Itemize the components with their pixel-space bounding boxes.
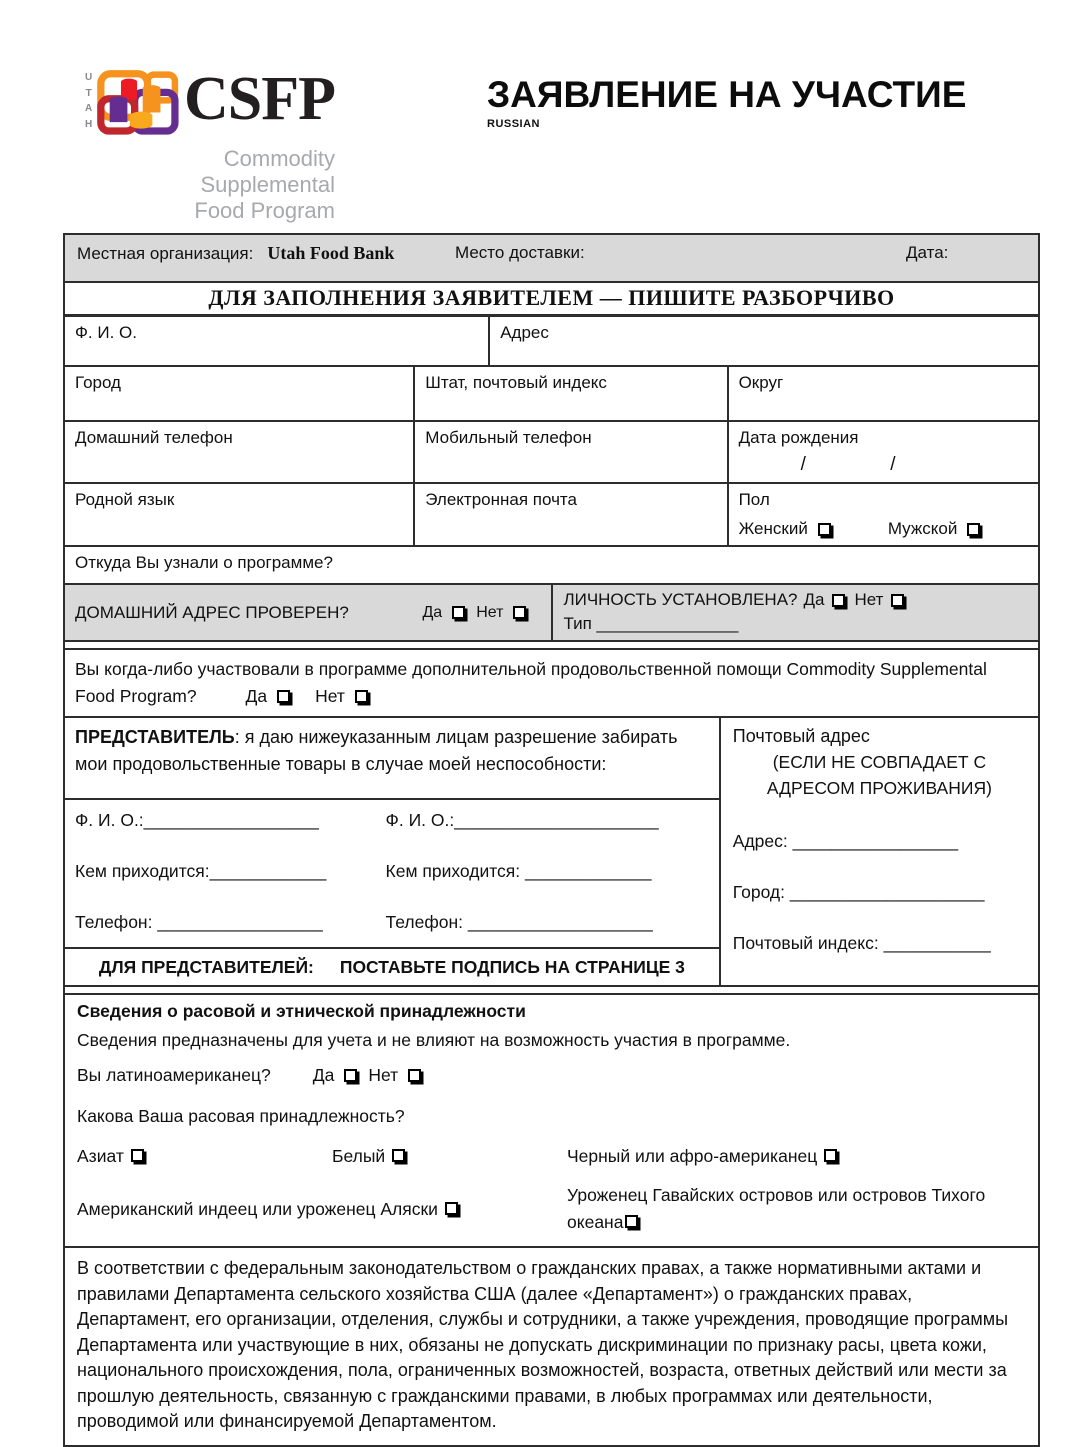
org-row xyxy=(65,235,1038,283)
race-heading: Сведения о расовой и этнической принадлежности xyxy=(77,1001,526,1021)
csfp-logo-icon xyxy=(96,62,180,142)
section-divider xyxy=(65,987,1038,995)
rep2-relation-line[interactable]: Кем приходится: _____________ xyxy=(385,861,652,881)
birth-date-field[interactable]: Дата рождения / / xyxy=(729,422,1038,482)
address-verified-label: ДОМАШНИЙ АДРЕС ПРОВЕРЕН? xyxy=(75,602,349,622)
verified-no-checkbox[interactable] xyxy=(513,606,526,619)
logo-subtitle: Commodity Supplemental Food Program xyxy=(194,146,335,223)
delivery-site-field[interactable]: Место доставки: xyxy=(455,243,585,262)
race-native-label: Американский индеец или уроженец Аляски xyxy=(77,1198,438,1219)
mailing-address-line[interactable]: Адрес: _________________ xyxy=(732,831,959,851)
race-asian-checkbox[interactable] xyxy=(131,1149,144,1162)
race-asian-label: Азиат xyxy=(77,1146,124,1166)
identity-no-label: Нет xyxy=(854,590,884,609)
hispanic-yes-label: Да xyxy=(312,1065,335,1085)
race-white-label: Белый xyxy=(332,1146,386,1166)
female-label: Женский xyxy=(738,519,808,538)
representative-fields xyxy=(65,800,719,949)
identity-type-line[interactable]: _______________ xyxy=(596,614,739,633)
race-pacific-label: Уроженец Гавайских островов или островов Тихого океана xyxy=(567,1185,986,1232)
identity-no-checkbox[interactable] xyxy=(891,594,904,607)
race-section xyxy=(65,995,1038,1248)
csfp-wordmark: CSFP xyxy=(184,65,335,133)
state-zip-field[interactable]: Штат, почтовый индекс xyxy=(415,367,728,420)
identity-label: ЛИЧНОСТЬ УСТАНОВЛЕНА? xyxy=(563,590,798,609)
identity-yes-label: Да xyxy=(803,590,825,609)
verified-no-label: Нет xyxy=(476,603,504,621)
utah-vertical-text: U T A H xyxy=(85,72,93,130)
hispanic-yes-checkbox[interactable] xyxy=(344,1069,357,1082)
section-divider xyxy=(65,642,1038,650)
section-heading: ДЛЯ ЗАПОЛНЕНИЯ ЗАЯВИТЕЛЕМ — ПИШИТЕ РАЗБОРЧИВО xyxy=(65,283,1038,317)
representative-title: ПРЕДСТАВИТЕЛЬ xyxy=(75,727,235,747)
participated-yes-checkbox[interactable] xyxy=(277,690,290,703)
race-black-label: Черный или афро-американец xyxy=(567,1146,818,1166)
language-label: RUSSIAN xyxy=(487,117,541,130)
email-field[interactable]: Электронная почта xyxy=(415,484,728,545)
page-title: ЗАЯВЛЕНИЕ НА УЧАСТИЕ xyxy=(487,74,967,115)
rep2-name-line[interactable]: Ф. И. О.:_____________________ xyxy=(385,810,659,830)
race-question: Какова Ваша расовая принадлежность? xyxy=(77,1106,405,1126)
rep1-relation-line[interactable]: Кем приходится:____________ xyxy=(75,861,327,881)
local-org-label: Местная организация: xyxy=(77,244,254,263)
name-field[interactable]: Ф. И. О. xyxy=(65,317,490,365)
rep2-phone-line[interactable]: Телефон: ___________________ xyxy=(385,912,653,932)
race-white-checkbox[interactable] xyxy=(392,1149,405,1162)
female-checkbox[interactable] xyxy=(818,523,831,536)
hispanic-no-label: Нет xyxy=(368,1065,399,1085)
rep1-name-line[interactable]: Ф. И. О.:__________________ xyxy=(75,810,319,830)
verified-yes-checkbox[interactable] xyxy=(452,606,465,619)
birth-date-slashes: / / xyxy=(800,454,896,475)
mobile-phone-field[interactable]: Мобильный телефон xyxy=(415,422,728,482)
sex-field: Пол Женский Мужской xyxy=(729,484,1038,545)
mailing-city-line[interactable]: Город: ____________________ xyxy=(732,882,985,902)
rep1-phone-line[interactable]: Телефон: _________________ xyxy=(75,912,323,932)
logo-block xyxy=(85,62,335,224)
identity-type-label: Тип xyxy=(563,614,592,633)
mailing-title: Почтовый адрес xyxy=(732,726,870,746)
mailing-subtitle: (ЕСЛИ НЕ СОВПАДАЕТ С АДРЕСОМ ПРОЖИВАНИЯ) xyxy=(766,752,992,798)
race-note: Сведения предназначены для учета и не влияют на возможность участия в программе. xyxy=(77,1030,791,1050)
race-black-checkbox[interactable] xyxy=(824,1149,837,1162)
participated-no-checkbox[interactable] xyxy=(355,690,368,703)
legal-paragraph: В соответствии с федеральным законодательством о гражданских правах, а также нормативными актами и правилами Департамента сельского хозяйства США (далее «Департамент») о гражданских правах, Департамент, его организации, отделения, службы и сотрудники, а также учреждения, проводящие программы Департамента или участвующие в них, обязаны не допускать дискриминации по признаку расы, цвета кожи, национального происхождения, пола, ограниченных возможностей, возраста, ответных действий или мести за прошлую деятельность, связанную с гражданскими правами, в любых программах или деятельности, проводимой или финансируемой Департаментом. xyxy=(77,1258,1009,1431)
mailing-address-block xyxy=(721,718,1038,985)
representative-footer: ДЛЯ ПРЕДСТАВИТЕЛЕЙ: ПОСТАВЬТЕ ПОДПИСЬ НА СТРАНИЦЕ 3 xyxy=(98,956,685,977)
application-form-table xyxy=(63,233,1040,1447)
representative-intro: ПРЕДСТАВИТЕЛЬ: я даю нижеуказанным лицам разрешение забирать мои продовольственные товары в случае моей неспособности: xyxy=(65,718,719,800)
participated-no-label: Нет xyxy=(315,686,345,706)
how-heard-field[interactable]: Откуда Вы узнали о программе? xyxy=(65,547,1038,585)
participated-question-row xyxy=(65,650,1038,718)
identity-yes-checkbox[interactable] xyxy=(832,594,845,607)
verified-yes-label: Да xyxy=(422,603,443,621)
local-org-value: Utah Food Bank xyxy=(267,243,395,263)
mailing-zip-line[interactable]: Почтовый индекс: ___________ xyxy=(732,933,991,953)
hispanic-question: Вы латиноамериканец? xyxy=(77,1065,271,1085)
native-language-field[interactable]: Родной язык xyxy=(65,484,415,545)
participated-question: Вы когда-либо участвовали в программе дополнительной продовольственной помощи Commodity Supplemental Food Program? xyxy=(75,659,987,706)
participated-yes-label: Да xyxy=(245,686,268,706)
male-checkbox[interactable] xyxy=(967,523,980,536)
home-phone-field[interactable]: Домашний телефон xyxy=(65,422,415,482)
race-native-checkbox[interactable] xyxy=(445,1202,458,1215)
race-pacific-checkbox[interactable] xyxy=(625,1215,638,1228)
date-field[interactable]: Дата: xyxy=(906,243,949,262)
hispanic-no-checkbox[interactable] xyxy=(408,1069,421,1082)
male-label: Мужской xyxy=(887,519,958,538)
address-field[interactable]: Адрес xyxy=(500,323,549,342)
city-field[interactable]: Город xyxy=(65,367,415,420)
county-field[interactable]: Округ xyxy=(738,373,784,392)
